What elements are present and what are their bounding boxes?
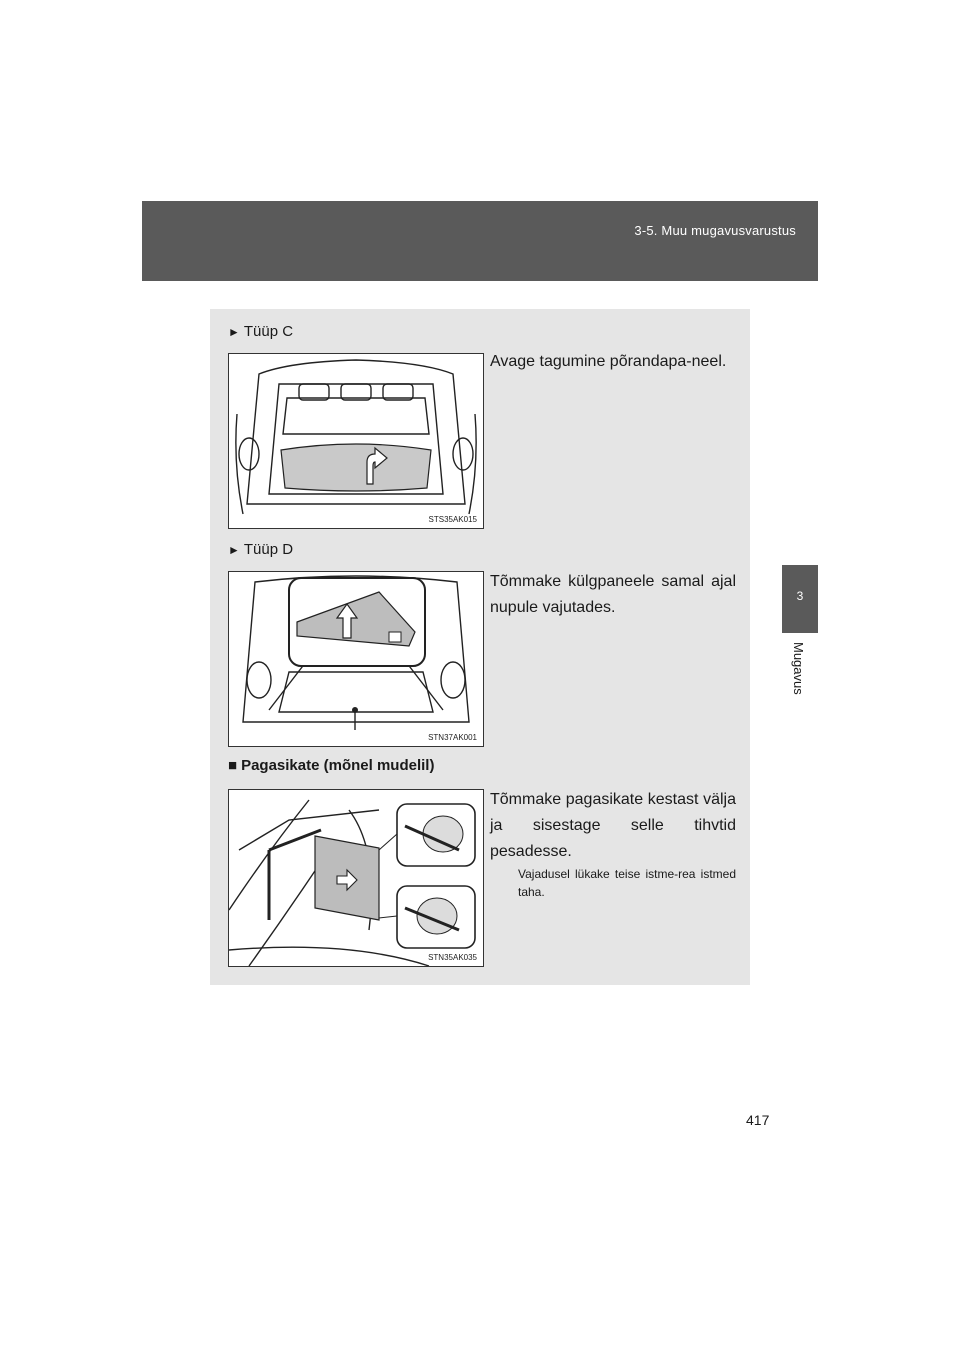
figure-code: STN37AK001 — [428, 733, 477, 742]
type-c-label: ► Tüüp C — [228, 323, 294, 340]
figure-luggage-cover — [228, 789, 484, 967]
chapter-title: Mugavus — [791, 642, 806, 695]
triangle-icon: ► — [228, 325, 240, 339]
type-d-label: ► Tüüp D — [228, 541, 294, 558]
type-c-instruction: Avage tagumine põrandapa-neel. — [490, 353, 727, 370]
luggage-cover-illustration — [229, 790, 483, 966]
section-title: 3-5. Muu mugavusvarustus — [634, 223, 796, 238]
header-band — [142, 201, 818, 281]
chapter-number: 3 — [796, 589, 804, 603]
figure-type-d — [228, 571, 484, 747]
side-panel-illustration — [229, 572, 483, 746]
luggage-cover-instruction: Tõmmake pagasikate kestast välja ja sisestage selle tihvtid pesadesse. — [490, 791, 736, 860]
page-number: 417 — [746, 1112, 770, 1128]
trunk-floor-panel-illustration — [229, 354, 483, 528]
figure-type-c — [228, 353, 484, 529]
type-d-instruction: Tõmmake külgpaneele samal ajal nupule vajutades. — [490, 573, 736, 616]
square-bullet-icon: ■ — [228, 757, 238, 774]
triangle-icon: ► — [228, 543, 240, 557]
chapter-tab — [782, 565, 818, 633]
luggage-cover-heading: ■ Pagasikate (mõnel mudelil) — [228, 757, 435, 774]
chapter-label — [782, 640, 818, 730]
figure-code: STN35AK035 — [428, 953, 477, 962]
content-panel — [210, 309, 750, 985]
figure-code: STS35AK015 — [428, 515, 477, 524]
luggage-cover-note: Vajadusel lükake teise istme-rea istmed taha. — [518, 867, 736, 899]
